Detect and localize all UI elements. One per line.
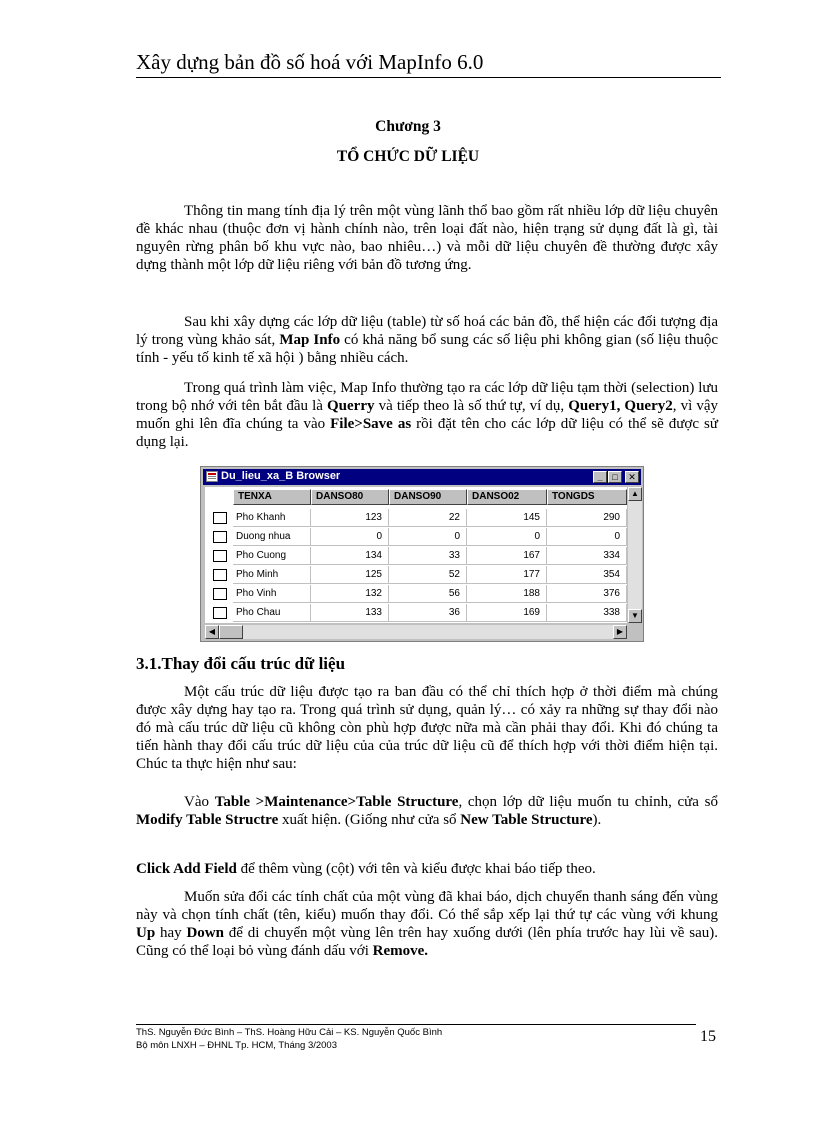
table-cell[interactable]: 125 [311,566,389,584]
table-cell[interactable]: 334 [547,547,627,565]
table-cell[interactable]: Pho Chau [233,604,311,622]
table-cell[interactable]: Pho Vinh [233,585,311,603]
close-icon[interactable]: ✕ [625,471,639,483]
chapter-title: TỔ CHỨC DỮ LIỆU [336,148,480,165]
paragraph-1: Thông tin mang tính địa lý trên một vùng lãnh thổ bao gồm rất nhiều lớp dữ liệu chuyên đề khác nhau (thuộc đơn vị hành chính nào, trên loại đất nào, hiện trạng sử dụng đất là gì, tài nguyên rừng phân bố khu vực nào, bao nhiêu…) và mỗi dữ liệu chuyên đề thường được xây dựng thành một lớp dữ liệu riêng với bản đồ tương ứng. [136,203,718,273]
table-cell[interactable]: 0 [311,528,389,546]
table-cell[interactable]: 36 [389,604,467,622]
table-cell[interactable]: 188 [467,585,547,603]
table-cell[interactable]: 167 [467,547,547,565]
table-cell[interactable]: Duong nhua [233,528,311,546]
column-header-danso80[interactable]: DANSO80 [311,489,389,505]
footer-authors: ThS. Nguyễn Đức Bình – ThS. Hoàng Hữu Cải – KS. Nguyễn Quốc Bình [136,1027,443,1038]
table-cell[interactable]: 133 [311,604,389,622]
table-cell[interactable]: 177 [467,566,547,584]
row-select-checkbox[interactable] [213,512,227,524]
table-cell[interactable]: 338 [547,604,627,622]
table-cell[interactable]: 145 [467,509,547,527]
row-select-checkbox[interactable] [213,531,227,543]
footer-divider [136,1024,696,1025]
table-cell[interactable]: 33 [389,547,467,565]
chapter-number: Chương 3 [375,118,441,135]
scroll-left-icon[interactable]: ◀ [205,625,219,639]
row-select-checkbox[interactable] [213,569,227,581]
column-header-danso02[interactable]: DANSO02 [467,489,547,505]
paragraph-2: Sau khi xây dựng các lớp dữ liệu (table) từ số hoá các bản đồ, thể hiện các đối tượng địa lý trong vùng khảo sát, Map Info có khả năng bổ sung các số liệu phi không gian (số liệu thuộc tính - yếu tố kinh tế xã hội ) bằng nhiều cách. [136,314,718,366]
row-select-checkbox[interactable] [213,550,227,562]
paragraph-5: Vào Table >Maintenance>Table Structure, chọn lớp dữ liệu muốn tu chỉnh, cửa sổ Modify Table Structre xuất hiện. (Giống như cửa sổ New Table Structure). [136,794,718,828]
table-cell[interactable]: 22 [389,509,467,527]
table-cell[interactable]: 123 [311,509,389,527]
table-cell[interactable]: 52 [389,566,467,584]
paragraph-3: Trong quá trình làm việc, Map Info thường tạo ra các lớp dữ liệu tạm thời (selection) lưu trong bộ nhớ với tên bắt đầu là Querry và tiếp theo là số thứ tự, ví dụ, Query1, Query2, vì vậy muốn ghi lên đĩa chúng ta vào File>Save as rồi đặt tên cho các lớp dữ liệu có thể sẽ được sử dụng lại. [136,380,719,450]
column-header-tongds[interactable]: TONGDS [547,489,627,505]
horizontal-scrollbar[interactable] [205,625,627,639]
scroll-up-icon[interactable]: ▲ [628,487,642,501]
browser-window [200,466,644,642]
paragraph-6: Click Add Field để thêm vùng (cột) với tên và kiểu được khai báo tiếp theo. [136,861,596,877]
browser-table-icon [206,471,218,482]
browser-title: Du_lieu_xa_B Browser [221,470,341,482]
table-cell[interactable]: Pho Cuong [233,547,311,565]
row-select-checkbox[interactable] [213,607,227,619]
paragraph-7: Muốn sửa đổi các tính chất của một vùng đã khai báo, dịch chuyển thanh sáng đến vùng này và chọn tính chất (tên, kiểu) muốn thay đổi. Có thể sắp xếp lại thứ tự các vùng với khung Up hay Down để di chuyển một vùng lên trên hay xuống dưới (lên phía trước hay lùi về sau). Cũng có thể loại bỏ vùng đánh dấu với Remove. [136,889,718,959]
scroll-thumb[interactable] [219,625,243,639]
scroll-right-icon[interactable]: ▶ [613,625,627,639]
table-cell[interactable]: 376 [547,585,627,603]
table-cell[interactable]: 134 [311,547,389,565]
row-select-checkbox[interactable] [213,588,227,600]
scroll-down-icon[interactable]: ▼ [628,609,642,623]
table-cell[interactable]: 0 [467,528,547,546]
page-number: 15 [700,1028,716,1045]
browser-grid [205,487,627,623]
column-header-danso90[interactable]: DANSO90 [389,489,467,505]
vertical-scrollbar[interactable] [628,487,642,623]
table-cell[interactable]: Pho Khanh [233,509,311,527]
table-cell[interactable]: 290 [547,509,627,527]
footer-department: Bộ môn LNXH – ĐHNL Tp. HCM, Tháng 3/2003 [136,1040,338,1051]
section-title: 3.1.Thay đổi cấu trúc dữ liệu [136,654,346,673]
table-cell[interactable]: 354 [547,566,627,584]
browser-titlebar[interactable] [203,469,641,485]
table-cell[interactable]: Pho Minh [233,566,311,584]
column-header-tenxa[interactable]: TENXA [233,489,311,505]
table-cell[interactable]: 56 [389,585,467,603]
paragraph-4: Một cấu trúc dữ liệu được tạo ra ban đầu có thể chỉ thích hợp ở thời điểm mà chúng được xây dựng hay tạo ra. Trong quá trình sử dụng, quản lý… có xảy ra những sự thay đổi nào đó mà cấu trúc dữ liệu cũ không còn phù hợp được nữa mà cần phải thay đổi. Khi đó chúng ta tiến hành thay đổi cấu trúc dữ liệu của của trúc dữ liệu cũ để thích hợp với thời điểm hiện tại. Chúc ta thực hiện như sau: [136,684,718,772]
table-cell[interactable]: 169 [467,604,547,622]
page-header: Xây dựng bản đồ số hoá với MapInfo 6.0 [136,50,721,78]
table-cell[interactable]: 0 [547,528,627,546]
minimize-icon[interactable]: _ [593,471,607,483]
table-cell[interactable]: 132 [311,585,389,603]
maximize-icon[interactable]: □ [608,471,622,483]
table-cell[interactable]: 0 [389,528,467,546]
